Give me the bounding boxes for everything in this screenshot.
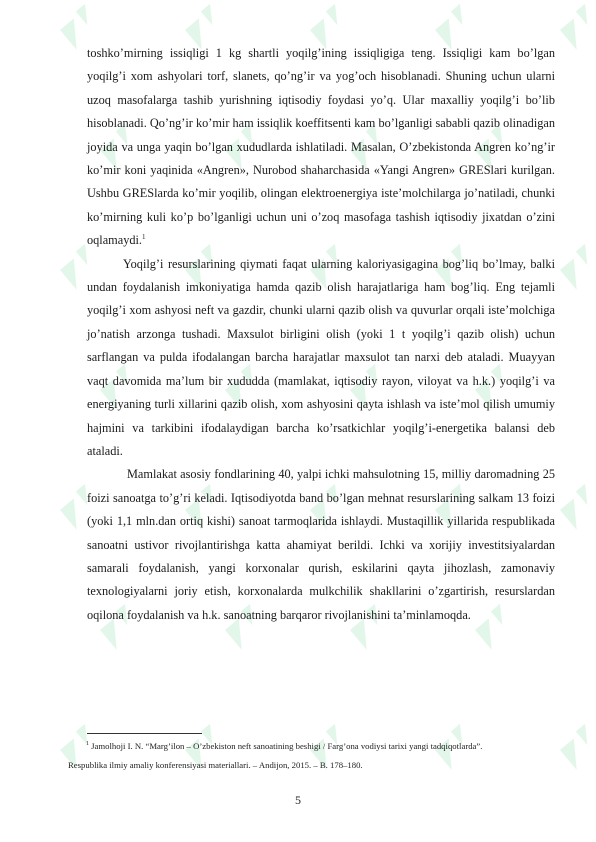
footnote-marker: 1 [86,741,89,747]
paragraph-1-text: toshko’mirning issiqligi 1 kg shartli yoqilg’ining issiqligiga teng. Issiqligi kam bo’lgan yoqilg’i xom ashyolari torf, slanets, qo’ng’ir va yog’och hisoblanadi. Shuning uchun ularni uzoq masofalarga tashib yurishning iqtisodiy foydasi yo’q. Ular maxalliy yoqilg’i bo’lib hisoblanadi. Qo’ng’ir ko’mir ham issiqlik koeffitsenti kam bo’lganligi sababli qazib olinadigan joyida va unga yaqin bo’lgan xududlarda ishlatiladi. Masalan, O’zbekistonda Angren ko’ng’ir ko’mir koni yaqinida «Angren», Nurobod shaharchasida «Yangi Angren» GRESlari kurilgan. Ushbu GRESlarda ko’mir yoqilib, olingan elektroenergiya iste’molchilarga jo’natiladi, chunki ko’mirning kuli ko’p bo’lganligi uchun uni o’zoq masofaga tashish iqtisodiy jixatdan o’zini oqlamaydi. [87,46,555,248]
paragraph-1 [87,42,555,253]
watermark-mark [557,244,596,290]
footnote-line-1-text: Jamolhoji I. N. “Marg’ilon – O’zbekiston neft sanoatining beshigi / Farg’ona vodiysi tarixi yangi tadqiqotlarda”. [91,741,483,751]
footnote-separator [87,733,202,734]
watermark-mark [557,484,596,530]
footnote-line-2: Respublika ilmiy amaliy konferensiyasi materiallari. – Andijon, 2015. – B. 178–180. [68,759,363,770]
page-number: 5 [295,793,301,807]
footnote [68,737,555,774]
footnote-reference[interactable]: 1 [141,233,146,242]
watermark-mark [557,724,596,770]
footnote-line-1 [68,737,555,756]
paragraph-3: Mamlakat asosiy fondlarining 40, yalpi ichki mahsulotning 15, milliy daromadning 25 foizi sanoatga to’g’ri keladi. Iqtisodiyotda band bo’lgan mehnat resurslarining salkam 13 foizi (yoki 1,1 mln.dan ortiq kishi) sanoat tarmoqlarida ishlaydi. Mustaqillik yillarida respublikada sanoatni ustivor rivojlantirishga katta ahamiyat berildi. Ichki va xorijiy investitsiyalardan samarali foydalanish, yangi korxonalar qurish, eskilarini qayta jihozlash, zamonaviy texnologiyalarni joriy etish, korxonalarda mulkchilik shakllarini o’zgartirish, resurslardan oqilona foydalanish va h.k. sanoatning barqaror rivojlanishini ta’minlamoqda. [87,467,555,622]
paragraph-2: Yoqilg’i resurslarining qiymati faqat ularning kaloriyasigagina bog’liq bo’lmay, balki undan foydalanish imkoniyatiga hamda qazib olish harajatlariga ham bog’liq. Eng tejamli yoqilg’i xom ashyosi neft va gazdir, chunki ularni qazib olish va quvurlar orqali iste’molchiga jo’natish arzonga tushadi. Maxsulot birligini olish (yoki 1 t yoqilg’i qazib olish) uchun sarflangan va pulda ifodalangan barcha harajatlar maxsulot tan narxi deb ataladi. Muayyan vaqt davomida ma’lum bir xududda (mamlakat, iqtisodiy rayon, viloyat va h.k.) yoqilg’i va energiyaning turli xillarini qazib olish, xom ashyosini qayta ishlash va iste’mol qilish umumiy hajmini va tarkibini ifodalaydigan barcha ko’rsatkichlar yoqilg’i-energetika balansi deb ataladi. [87,256,555,458]
body-text [87,42,555,627]
watermark-mark [557,4,596,50]
